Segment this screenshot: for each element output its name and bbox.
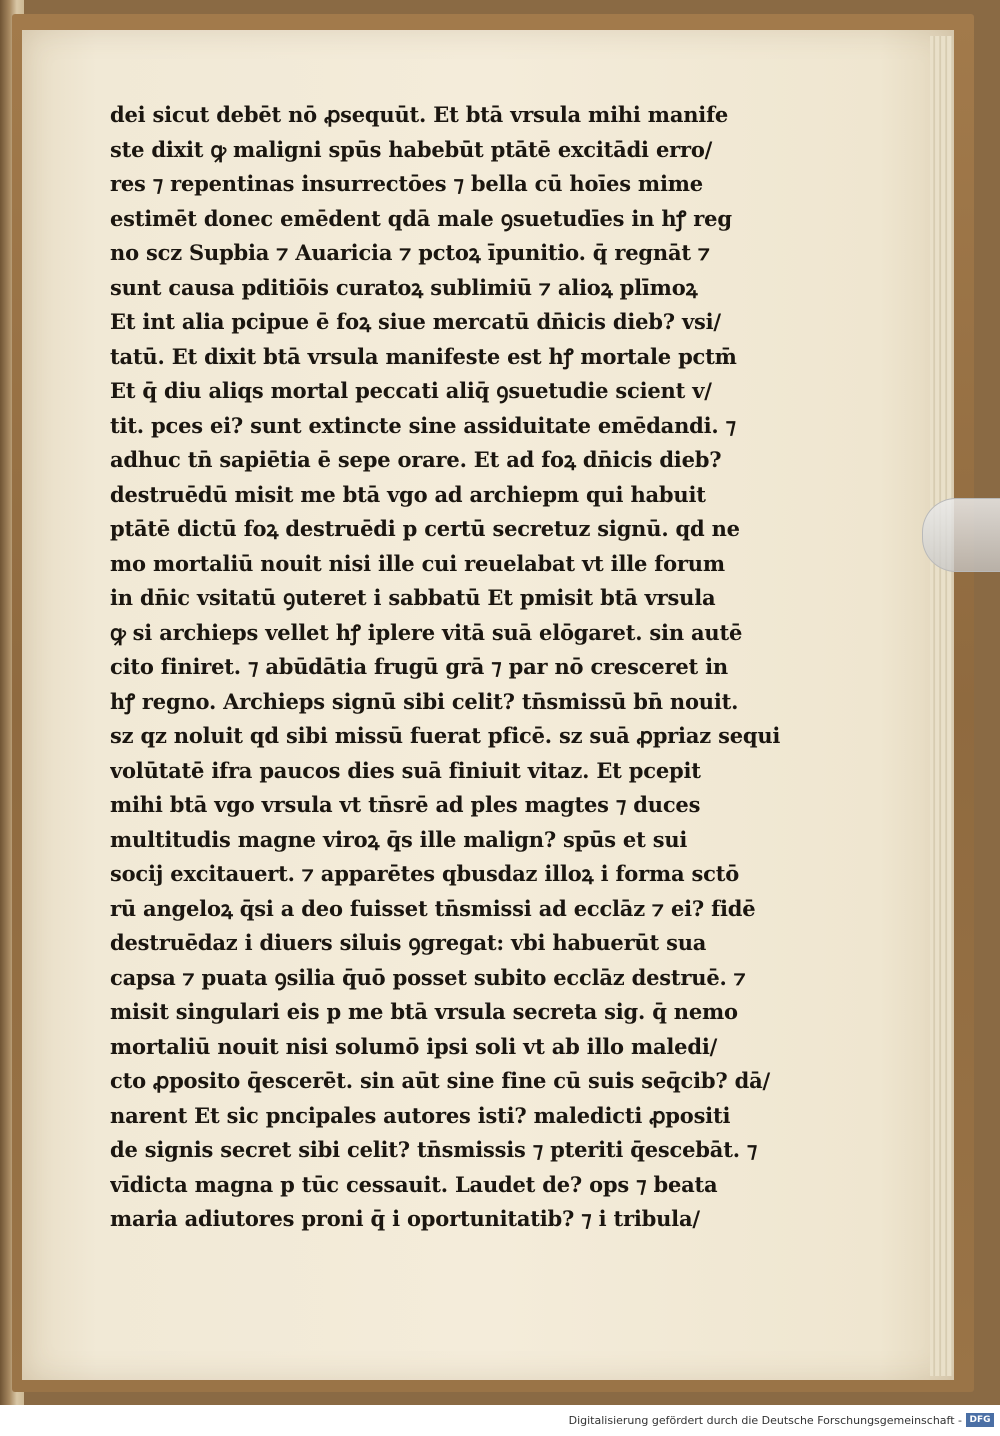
text-line: ptātē dictū foꝝ destruēdi p certū secretuz signū. qd ne [110, 516, 740, 541]
text-line: sunt causa pditiōis curatoꝝ sublimiū ⁊ alioꝝ plīmoꝝ [110, 274, 698, 300]
text-line: Et int alia pcipue ē foꝝ siue mercatū dn̄icis dieb? vsi/ [110, 309, 721, 334]
text-line: maria adiutores proni q̄ i oportunitatib? ⁊ i tribula/ [110, 1206, 700, 1231]
text-line: tatū. Et dixit btā vrsula manifeste est hꝭ mortale pctm̄ [110, 343, 737, 369]
text-line: hꝭ regno. Archieps signū sibi celit? tn̄smissū bn̄ nouit. [110, 688, 739, 714]
text-line: sz qz noluit qd sibi missū fuerat pficē. sz suā ꝓpriaz sequi [110, 723, 781, 748]
page-clip-tab [922, 498, 1000, 572]
funding-credit: Digitalisierung gefördert durch die Deutsche Forschungsgemeinschaft - [568, 1414, 962, 1427]
text-line: mihi btā vgo vrsula vt tn̄srē ad ples magtes ⁊ duces [110, 792, 701, 817]
page-edges [930, 36, 952, 1376]
text-line: no scz Supbia ⁊ Auaricia ⁊ pctoꝝ īpunitio. q̄ regnāt ⁊ [110, 240, 710, 265]
text-line: tit. pces ei? sunt extincte sine assiduitate emēdandi. ⁊ [110, 412, 736, 438]
text-line: misit singulari eis p me btā vrsula secreta sig. q̄ nemo [110, 999, 738, 1024]
text-line: volūtatē ifra paucos dies suā finiuit vitaz. Et pcepit [110, 757, 701, 783]
footer-bar [0, 1405, 1000, 1436]
text-line: narent Et sic pncipales autores isti? maledicti ꝓpositi [110, 1102, 731, 1128]
dfg-logo: DFG [966, 1413, 994, 1427]
text-line: cto ꝓposito q̄escerēt. sin aūt sine fine cū suis seq̄cib? dā/ [110, 1068, 770, 1093]
text-line: in dn̄ic vsitatū ꝯuteret i sabbatū Et pmisit btā vrsula [110, 585, 716, 610]
text-line: ꝙ si archieps vellet hꝭ iplere vitā suā elōgaret. sin autē [110, 619, 743, 645]
text-block [110, 98, 790, 1237]
text-line: vīdicta magna p tūc cessauit. Laudet de? ops ⁊ beata [110, 1171, 718, 1197]
text-line: cito finiret. ⁊ abūdātia frugū grā ⁊ par nō cresceret in [110, 654, 728, 679]
text-line: Et q̄ diu aliqs mortal peccati aliq̄ ꝯsuetudie scient v/ [110, 378, 712, 403]
text-line: capsa ⁊ puata ꝯsilia q̄uō posset subito ecclāz destruē. ⁊ [110, 964, 746, 990]
text-line: dei sicut debēt nō ꝓsequūt. Et btā vrsula mihi manife [110, 102, 729, 127]
text-line: res ⁊ repentinas insurrectōes ⁊ bella cū hoīes mime [110, 171, 703, 196]
text-line: destruēdaz i diuers siluis ꝯgregat: vbi habuerūt sua [110, 930, 707, 955]
text-line: ste dixit ꝙ maligni spūs habebūt ptātē excitādi erro/ [110, 136, 713, 162]
text-line: rū angeloꝝ q̄si a deo fuisset tn̄smissi ad ecclāz ⁊ ei? fidē [110, 895, 756, 921]
text-line: mortaliū nouit nisi solumō ipsi soli vt ab illo maledi/ [110, 1033, 718, 1059]
text-line: estimēt donec emēdent qdā male ꝯsuetudīes in hꝭ reg [110, 205, 732, 231]
text-line: multitudis magne viroꝝ q̄s ille malign? spūs et sui [110, 826, 688, 852]
text-line: mo mortaliū nouit nisi ille cui reuelabat vt ille forum [110, 550, 725, 576]
text-line: socij excitauert. ⁊ apparētes qbusdaz illoꝝ i forma sctō [110, 861, 740, 886]
text-line: de signis secret sibi celit? tn̄smissis ⁊ pteriti q̄escebāt. ⁊ [110, 1137, 758, 1162]
text-line: adhuc tn̄ sapiētia ē sepe orare. Et ad foꝝ dn̄icis dieb? [110, 447, 722, 472]
text-line: destruēdū misit me btā vgo ad archiepm qui habuit [110, 481, 706, 507]
